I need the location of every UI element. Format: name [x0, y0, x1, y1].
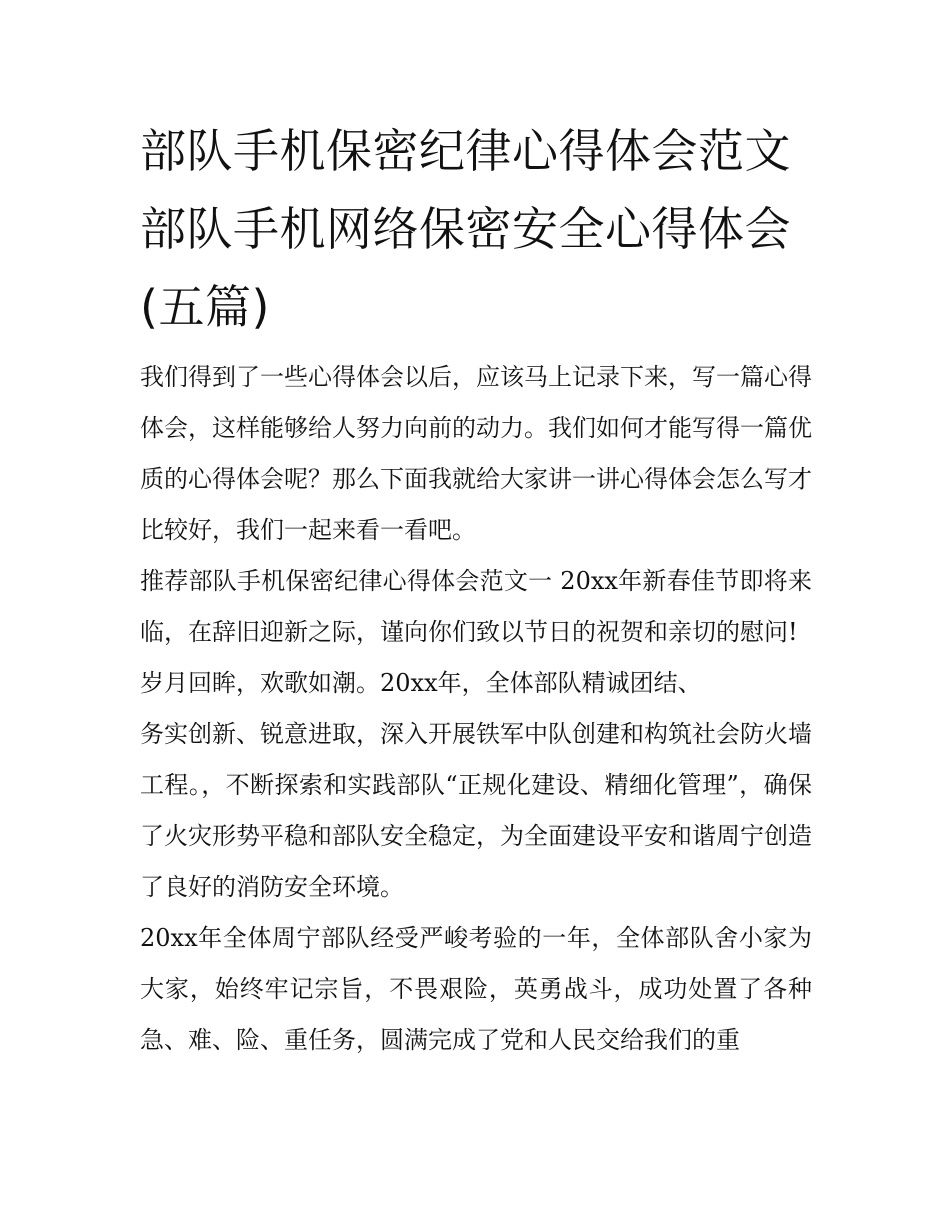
paragraph: 20xx年全体周宁部队经受严峻考验的一年，全体部队舍小家为大家，始终牢记宗旨，不畏艰险，英勇战斗，成功处置了各种急、难、险、重任务，圆满完成了党和人民交给我们的重 [140, 924, 812, 1054]
paragraph: 务实创新、锐意进取，深入开展铁军中队创建和构筑社会防火墙工程。，不断探索和实践部队“正规化建设、精细化管理”，确保了火灾形势平稳和部队安全稳定，为全面建设平安和谐周宁创造了良好的消防安全环境。 [140, 720, 812, 901]
paragraph: 我们得到了一些心得体会以后，应该马上记录下来，写一篇心得体会，这样能够给人努力向前的动力。我们如何才能写得一篇优质的心得体会呢？那么下面我就给大家讲一讲心得体会怎么写才比较好，我们一起来看一看吧。 [140, 363, 812, 544]
paragraph: 岁月回眸，欢歌如潮。20xx年，全体部队精诚团结、 [140, 669, 702, 697]
document-body [140, 112, 812, 1066]
paragraph: 推荐部队手机保密纪律心得体会范文一 20xx年新春佳节即将来临，在辞旧迎新之际，谨向你们致以节日的祝贺和亲切的慰问! [140, 567, 812, 646]
document-title: 部队手机保密纪律心得体会范文 部队手机网络保密安全心得体会(五篇) [140, 124, 791, 334]
